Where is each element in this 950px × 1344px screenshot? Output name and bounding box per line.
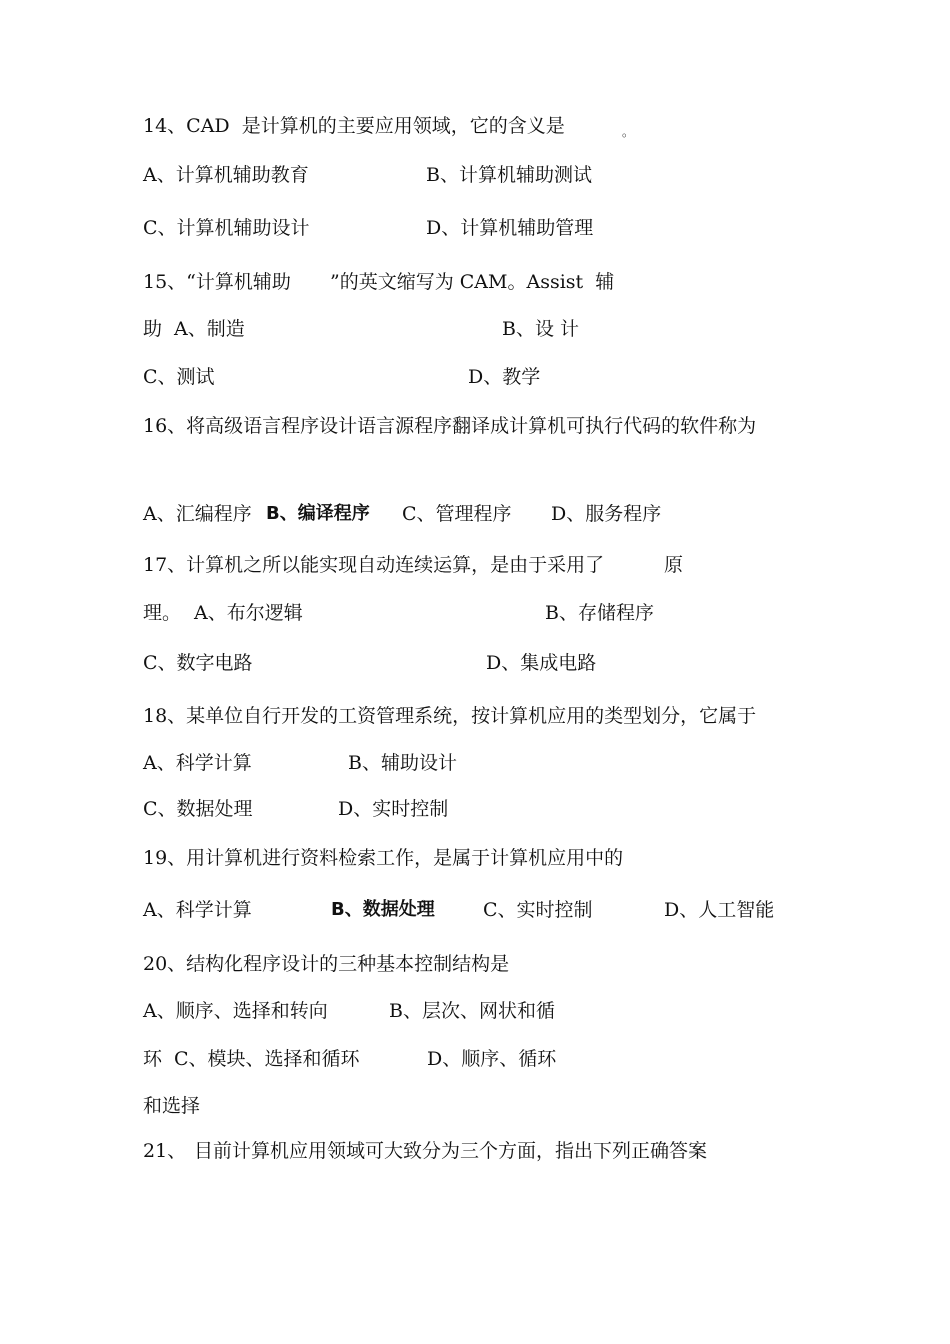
q16-option-c: C、管理程序 [402, 503, 512, 525]
q20-option-d-continued: 和选择 [143, 1095, 201, 1117]
q19-stem: 19、用计算机进行资料检索工作，是属于计算机应用中的 [143, 847, 624, 869]
q15-option-c: C、测试 [143, 366, 215, 388]
q18-option-b: B、辅助设计 [348, 752, 457, 774]
q16-option-d: D、服务程序 [551, 503, 662, 525]
q19-option-a: A、科学计算 [143, 899, 252, 921]
q15-stem-start: 15、“计算机辅助 [143, 271, 291, 293]
q14-end: 。 [622, 125, 635, 139]
q21-stem: 目前计算机应用领域可大致分为三个方面，指出下列正确答案 [194, 1140, 708, 1162]
q14-option-a: A、计算机辅助教育 [143, 164, 309, 186]
q17-stem-end: 原 [664, 554, 684, 576]
q17-stem: 17、计算机之所以能实现自动连续运算，是由于采用了 [143, 554, 605, 576]
q14-option-b: B、计算机辅助测试 [426, 164, 592, 186]
q21-number: 21、 [143, 1140, 187, 1162]
q14-option-d: D、计算机辅助管理 [426, 217, 594, 239]
q15-option-a: A、制造 [174, 318, 245, 340]
q17-option-b: B、存储程序 [545, 602, 654, 624]
q17-option-a: A、布尔逻辑 [194, 602, 303, 624]
q18-option-a: A、科学计算 [143, 752, 252, 774]
q20-option-b-continued: 环 [143, 1048, 163, 1070]
q15-line2-prefix: 助 [143, 318, 163, 340]
q20-option-b: B、层次、网状和循 [389, 1000, 555, 1022]
q20-option-d: D、顺序、循环 [427, 1048, 557, 1070]
q14-stem: 14、CAD 是计算机的主要应用领域，它的含义是 [143, 115, 565, 137]
q18-option-c: C、数据处理 [143, 798, 253, 820]
q16-option-a: A、汇编程序 [143, 503, 252, 525]
q16-stem: 16、将高级语言程序设计语言源程序翻译成计算机可执行代码的软件称为 [143, 415, 757, 437]
q20-stem: 20、结构化程序设计的三种基本控制结构是 [143, 953, 510, 975]
q20-option-a: A、顺序、选择和转向 [143, 1000, 328, 1022]
q14-option-c: C、计算机辅助设计 [143, 217, 310, 239]
q17-option-d: D、集成电路 [486, 652, 597, 674]
q19-option-c: C、实时控制 [483, 899, 593, 921]
q19-option-b: B、数据处理 [331, 899, 435, 920]
q15-option-b: B、设 计 [502, 318, 580, 340]
q15-option-d: D、教学 [468, 366, 541, 388]
q17-line2-prefix: 理。 [143, 602, 182, 624]
q17-option-c: C、数字电路 [143, 652, 253, 674]
q18-option-d: D、实时控制 [338, 798, 449, 820]
q16-option-b: B、编译程序 [266, 503, 370, 524]
q18-stem: 18、某单位自行开发的工资管理系统，按计算机应用的类型划分，它属于 [143, 705, 757, 727]
q19-option-d: D、人工智能 [664, 899, 775, 921]
q15-stem-end: ”的英文缩写为 CAM。Assist 辅 [330, 271, 615, 293]
q20-option-c: C、模块、选择和循环 [174, 1048, 360, 1070]
